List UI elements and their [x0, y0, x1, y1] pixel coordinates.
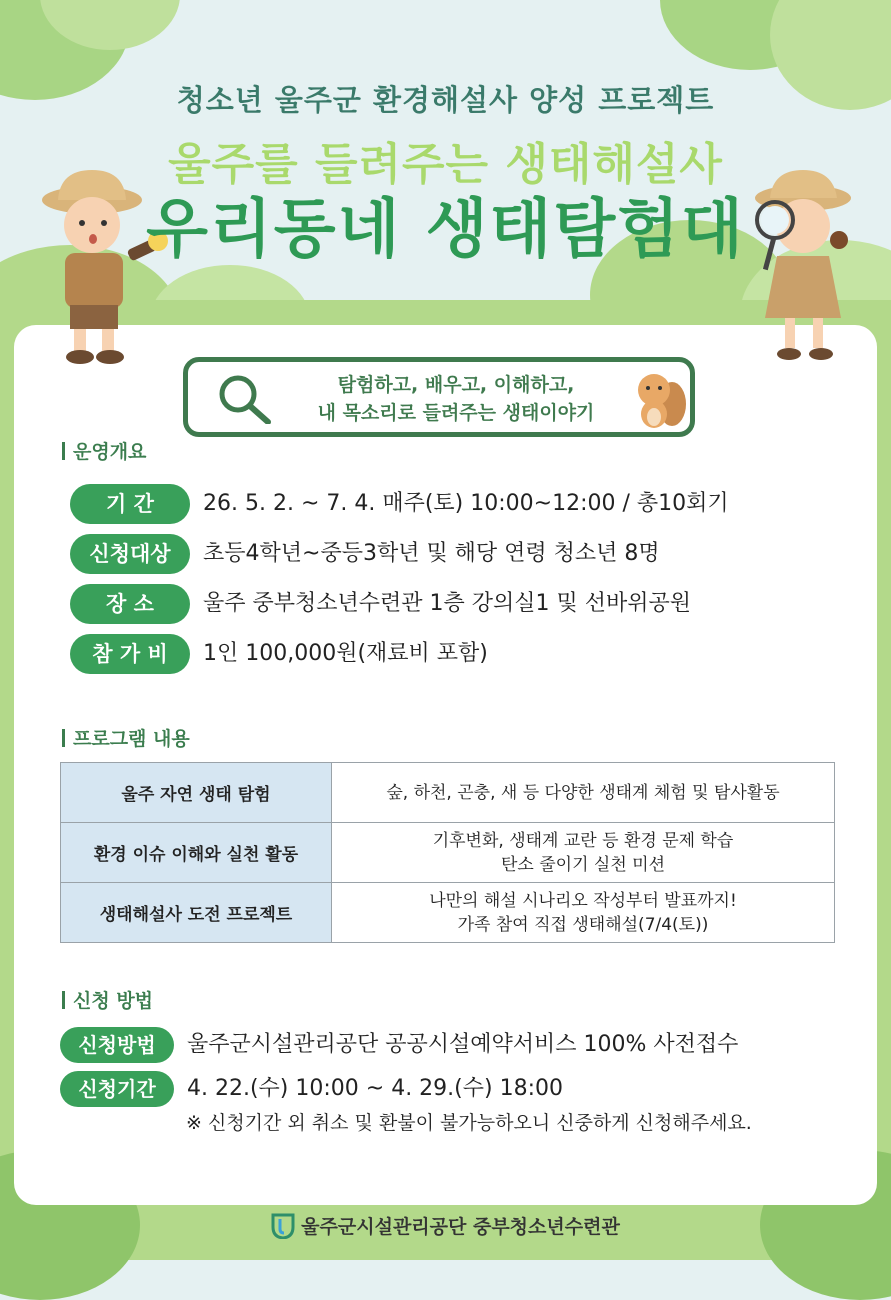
footer — [0, 1212, 891, 1239]
program-table — [60, 762, 835, 943]
fee-value: 1인 100,000원(재료비 포함) — [203, 641, 488, 666]
fee-label: 참 가 비 — [70, 634, 190, 674]
apply-method-label: 신청방법 — [60, 1027, 174, 1063]
program-description-line: 기후변화, 생태계 교란 등 환경 문제 학습 — [432, 830, 734, 851]
search-icon — [216, 372, 274, 424]
program-description — [332, 823, 835, 883]
slogan-text — [296, 371, 616, 427]
place-label: 장 소 — [70, 584, 190, 624]
program-name: 생태해설사 도전 프로젝트 — [61, 883, 332, 943]
overview-section-title — [62, 437, 146, 464]
apply-section-label: 신청 방법 — [73, 990, 154, 1012]
organization-logo-icon — [271, 1213, 295, 1239]
program-description-line: 숲, 하천, 곤충, 새 등 다양한 생태계 체험 및 탐사활동 — [386, 782, 780, 803]
apply-section-title — [62, 986, 153, 1013]
program-description — [332, 763, 835, 823]
period-label: 기 간 — [70, 484, 190, 524]
organization-name: 울주군시설관리공단 중부청소년수련관 — [301, 1216, 620, 1238]
squirrel-icon — [626, 364, 690, 432]
slogan-line-1: 탐험하고, 배우고, 이해하고, — [337, 374, 575, 396]
overview-section-label: 운영개요 — [73, 441, 147, 463]
refund-notice: ※ 신청기간 외 취소 및 환불이 불가능하오니 신중하게 신청해주세요. — [186, 1112, 752, 1134]
place-value: 울주 중부청소년수련관 1층 강의실1 및 선바위공원 — [203, 591, 692, 616]
title-line-2: 우리동네 생태탐험대 — [146, 193, 745, 267]
slogan-search-box — [183, 357, 695, 437]
program-section-title — [62, 724, 190, 751]
program-description-line: 가족 참여 직접 생태해설(7/4(토)) — [457, 914, 709, 935]
project-subtitle: 청소년 울주군 환경해설사 양성 프로젝트 — [176, 83, 715, 117]
program-description — [332, 883, 835, 943]
period-value: 26. 5. 2. ~ 7. 4. 매주(토) 10:00~12:00 / 총10회기 — [203, 491, 729, 516]
target-value: 초등4학년~중등3학년 및 해당 연령 청소년 8명 — [203, 541, 660, 566]
table-row — [61, 883, 835, 943]
table-row — [61, 763, 835, 823]
apply-period-label: 신청기간 — [60, 1071, 174, 1107]
title-line-1: 울주를 들려주는 생태해설사 — [168, 139, 723, 190]
program-description-line: 탄소 줄이기 실천 미션 — [500, 854, 665, 875]
program-name: 환경 이슈 이해와 실천 활동 — [61, 823, 332, 883]
target-label: 신청대상 — [70, 534, 190, 574]
program-description-line: 나만의 해설 시나리오 작성부터 발표까지! — [429, 890, 737, 911]
slogan-line-2: 내 목소리로 들려주는 생태이야기 — [317, 402, 595, 424]
program-name: 울주 자연 생태 탐험 — [61, 763, 332, 823]
apply-period-value: 4. 22.(수) 10:00 ~ 4. 29.(수) 18:00 — [187, 1076, 563, 1101]
program-section-label: 프로그램 내용 — [73, 728, 190, 750]
apply-method-value: 울주군시설관리공단 공공시설예약서비스 100% 사전접수 — [187, 1032, 739, 1057]
table-row — [61, 823, 835, 883]
